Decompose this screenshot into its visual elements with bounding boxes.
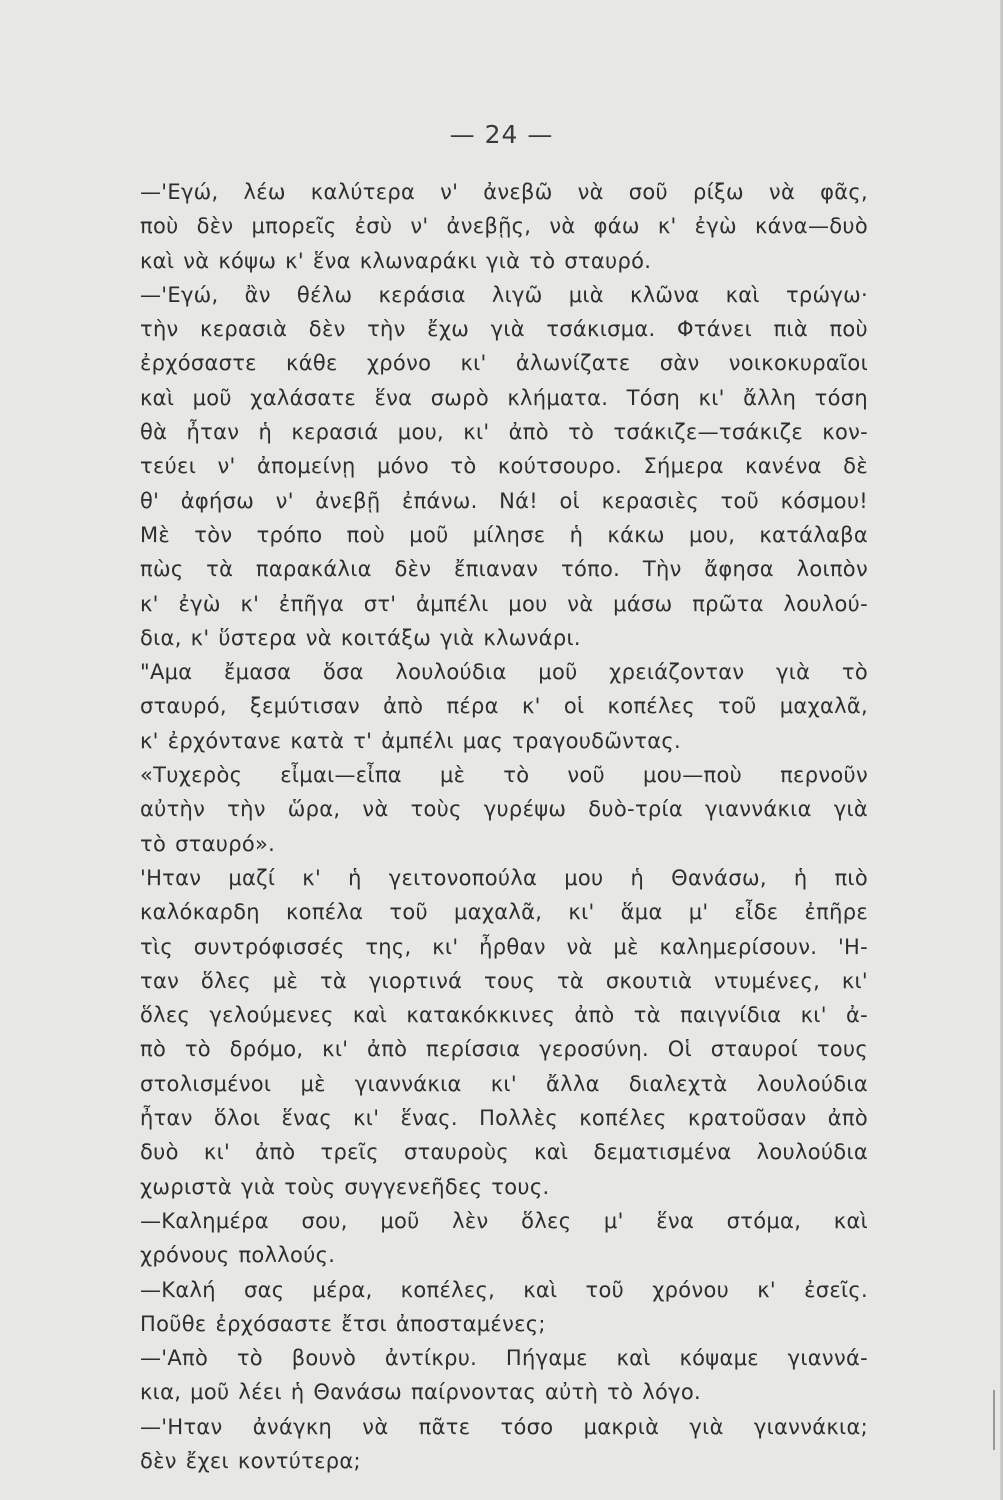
- text-line: κ' ἐρχόντανε κατὰ τ' ἀμπέλι μας τραγουδῶντας.: [140, 728, 681, 753]
- text-line: 'Ηταν μαζί κ' ἡ γειτονοπούλα μου ἡ Θανάσω, ἡ πιὸ: [140, 865, 868, 890]
- text-line: καὶ νὰ κόψω κ' ἕνα κλωναράκι γιὰ τὸ σταυρό.: [140, 248, 652, 273]
- text-line: Μὲ τὸν τρόπο ποὺ μοῦ μίλησε ἡ κάκω μου, κατάλαβα: [140, 522, 868, 547]
- text-line: καλόκαρδη κοπέλα τοῦ μαχαλᾶ, κι' ἅμα μ' εἶδε ἐπῆρε: [140, 900, 868, 925]
- text-line: καὶ μοῦ χαλάσατε ἕνα σωρὸ κλήματα. Τόση κι' ἄλλη τόση: [140, 385, 868, 410]
- text-line: Ποῦθε ἐρχόσαστε ἔτσι ἀποσταμένες;: [140, 1311, 546, 1336]
- text-line: πὸ τὸ δρόμο, κι' ἀπὸ περίσσια γεροσύνη. Οἱ σταυροί τους: [140, 1037, 868, 1062]
- text-line: κ' ἐγὼ κ' ἐπῆγα στ' ἀμπέλι μου νὰ μάσω πρῶτα λουλού-: [140, 591, 868, 616]
- text-line: "Αμα ἔμασα ὅσα λουλούδια μοῦ χρειάζονταν γιὰ τὸ: [140, 660, 868, 685]
- text-line: τὶς συντρόφισσές της, κι' ἦρθαν νὰ μὲ καλημερίσουν. 'Η-: [140, 934, 868, 959]
- text-line: ταν ὅλες μὲ τὰ γιορτινά τους τὰ σκουτιὰ ντυμένες, κι': [140, 968, 868, 993]
- text-line: —'Εγώ, ἂν θέλω κεράσια λιγῶ μιὰ κλῶνα καὶ τρώγω·: [140, 282, 868, 307]
- body-text: [140, 175, 868, 1478]
- text-line: δυὸ κι' ἀπὸ τρεῖς σταυροὺς καὶ δεματισμένα λουλούδια: [140, 1140, 868, 1165]
- text-line: —Καλημέρα σου, μοῦ λὲν ὅλες μ' ἕνα στόμα, καὶ: [140, 1208, 868, 1233]
- text-line: στολισμένοι μὲ γιαννάκια κι' ἄλλα διαλεχτὰ λουλούδια: [140, 1071, 868, 1096]
- text-line: σταυρό, ξεμύτισαν ἀπὸ πέρα κ' οἱ κοπέλες τοῦ μαχαλᾶ,: [140, 694, 868, 719]
- text-line: χρόνους πολλούς.: [140, 1243, 336, 1268]
- text-line: —'Ηταν ἀνάγκη νὰ πᾶτε τόσο μακριὰ γιὰ γιαννάκια;: [140, 1414, 868, 1439]
- text-line: ἐρχόσαστε κάθε χρόνο κι' ἀλωνίζατε σὰν νοικοκυραῖοι: [140, 351, 868, 376]
- text-line: θὰ ἦταν ἡ κερασιά μου, κι' ἀπὸ τὸ τσάκιζε—τσάκιζε κον-: [140, 420, 868, 445]
- text-line: δὲν ἔχει κοντύτερα;: [140, 1448, 361, 1473]
- text-line: θ' ἀφήσω ν' ἀνεβῇ ἐπάνω. Νά! οἱ κερασιὲς τοῦ κόσμου!: [140, 488, 868, 513]
- text-line: τὴν κερασιὰ δὲν τὴν ἔχω γιὰ τσάκισμα. Φτάνει πιὰ ποὺ: [140, 317, 868, 342]
- text-line: —'Εγώ, λέω καλύτερα ν' ἀνεβῶ νὰ σοῦ ρίξω νὰ φᾶς,: [140, 180, 868, 204]
- text-line: πὼς τὰ παρακάλια δὲν ἔπιαναν τόπο. Τὴν ἄφησα λοιπὸν: [140, 557, 868, 582]
- text-line: τὸ σταυρό».: [140, 831, 276, 856]
- page-edge-mark: [993, 1390, 995, 1450]
- text-line: τεύει ν' ἀπομείνῃ μόνο τὸ κούτσουρο. Σήμερα κανένα δὲ: [140, 454, 868, 479]
- text-line: δια, κ' ὕστερα νὰ κοιτάξω γιὰ κλωνάρι.: [140, 625, 581, 650]
- text-line: ποὺ δὲν μπορεῖς ἐσὺ ν' ἀνεβῇς, νὰ φάω κ' ἐγὼ κάνα—δυὸ: [140, 214, 868, 239]
- text-line: ἦταν ὅλοι ἕνας κι' ἕνας. Πολλὲς κοπέλες κρατοῦσαν ἀπὸ: [140, 1106, 868, 1131]
- text-line: —Καλή σας μέρα, κοπέλες, καὶ τοῦ χρόνου κ' ἐσεῖς.: [140, 1277, 868, 1302]
- text-line: κια, μοῦ λέει ἡ Θανάσω παίρνοντας αὐτὴ τὸ λόγο.: [140, 1380, 701, 1405]
- text-line: ὅλες γελούμενες καὶ κατακόκκινες ἀπὸ τὰ παιγνίδια κι' ἀ-: [140, 1003, 868, 1028]
- text-line: αὐτὴν τὴν ὥρα, νὰ τοὺς γυρέψω δυὸ-τρία γιαννάκια γιὰ: [140, 797, 868, 822]
- page-number: — 24 —: [449, 120, 554, 149]
- text-line: «Τυχερὸς εἶμαι—εἶπα μὲ τὸ νοῦ μου—ποὺ περνοῦν: [140, 763, 868, 788]
- text-line: —'Απὸ τὸ βουνὸ ἀντίκρυ. Πήγαμε καὶ κόψαμε γιαννά-: [140, 1346, 868, 1371]
- text-line: χωριστὰ γιὰ τοὺς συγγενεῆδες τους.: [140, 1174, 550, 1199]
